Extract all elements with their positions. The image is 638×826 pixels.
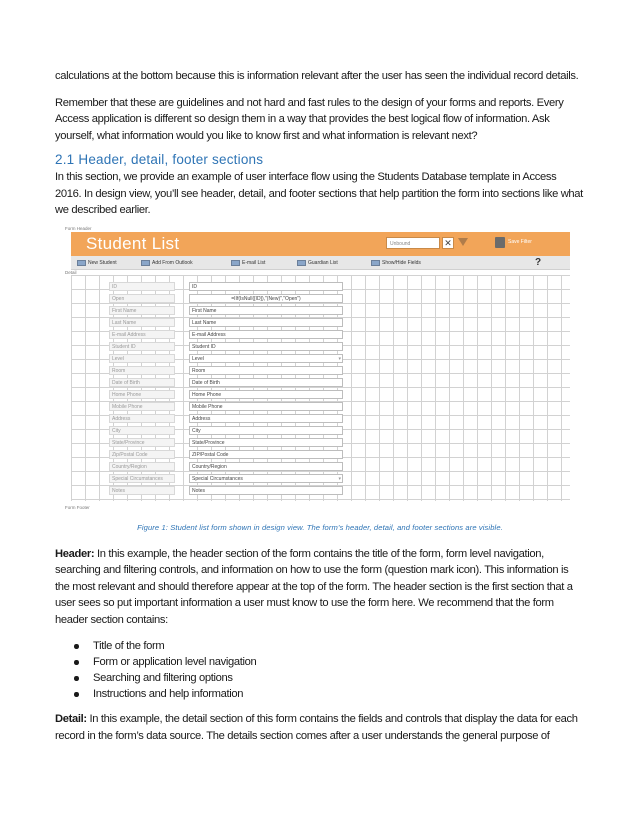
field-row: Zip/Postal Code ZIP/Postal Code — [109, 450, 419, 460]
list-item: Title of the form — [55, 638, 585, 654]
level-combo: Level ▾ — [189, 354, 343, 363]
field-row: Level Level ▾ — [109, 354, 419, 364]
field-row: Last Name Last Name — [109, 318, 419, 328]
field-row: First Name First Name — [109, 306, 419, 316]
header-contents-list — [55, 638, 585, 702]
detail-label: Detail: — [55, 713, 87, 725]
clear-search-icon: ✕ — [442, 237, 454, 249]
guardian-icon — [297, 260, 306, 266]
figure-caption: Figure 1: Student list form shown in design view. The form’s header, detail, and footer sections are visible. — [137, 522, 503, 532]
intro-paragraph: calculations at the bottom because this is information relevant after the user has seen the individual record details. — [55, 70, 579, 82]
field-row: ID ID — [109, 282, 419, 292]
form-title: Student List — [86, 233, 180, 253]
outlook-icon — [141, 260, 150, 266]
form-header-band — [71, 232, 570, 256]
dropdown-arrow-icon: ▾ — [338, 355, 341, 362]
form-design-screenshot — [63, 225, 570, 517]
field-row: Student ID Student ID — [109, 342, 419, 352]
section-title: Header, detail, footer sections — [78, 152, 264, 167]
search-box: Unbound — [386, 237, 440, 249]
field-row: State/Province State/Province — [109, 438, 419, 448]
add-from-outlook-button: Add From Outlook — [141, 259, 193, 267]
field-row: Address Address — [109, 414, 419, 424]
header-label: Header: — [55, 547, 95, 560]
list-item: Instructions and help information — [55, 686, 585, 702]
field-row: Date of Birth Date of Birth — [109, 378, 419, 388]
guidelines-paragraph: Remember that these are guidelines and not hard and fast rules to the design of your forms and reports. Every Access application is different so design them in a way that provides the best logical flow of information. Ask yourself, what information would you like to know first and what information is relevant next? — [55, 96, 564, 142]
field-row: Country/Region Country/Region — [109, 462, 419, 472]
list-item: Searching and filtering options — [55, 670, 585, 686]
document-page — [55, 68, 585, 744]
section-intro-paragraph: In this section, we provide an example of user interface flow using the Students Database template in Access 2016. In design view, you’ll see header, detail, and footer sections that help partition the form into sections like what we described earlier. — [55, 171, 583, 216]
field-row: Mobile Phone Mobile Phone — [109, 402, 419, 412]
field-row: Special Circumstances Special Circumstances ▾ — [109, 474, 419, 484]
special-circumstances-combo: Special Circumstances ▾ — [189, 474, 343, 483]
detail-grid — [71, 275, 570, 501]
field-row: E-mail Address E-mail Address — [109, 330, 419, 340]
fields-icon — [371, 260, 380, 266]
section-heading — [55, 152, 585, 167]
new-student-icon — [77, 260, 86, 266]
field-row: City City — [109, 426, 419, 436]
show-hide-fields-button: Show/Hide Fields — [371, 259, 421, 267]
field-row: Home Phone Home Phone — [109, 390, 419, 400]
form-toolbar — [71, 256, 570, 270]
email-icon — [231, 260, 240, 266]
save-icon — [495, 237, 505, 248]
field-row: Notes Notes — [109, 486, 419, 496]
header-paragraph: Header: In this example, the header section of the form contains the title of the form, form level navigation, searching and filtering controls, and information on how to use the form (question mark icon). This information is the most relevant and should therefore appear at the top of the form. The header section is the first section that a user sees so put important information a user must know to use the form here. We recommend that the form header section contains: — [55, 547, 573, 626]
form-footer-region-label: Form Footer — [65, 504, 90, 510]
list-item: Form or application level navigation — [55, 654, 585, 670]
form-header-region-label: Form Header — [65, 225, 92, 231]
detail-paragraph: Detail: In this example, the detail section of this form contains the fields and controls that display the data for each record in the form’s data source. The details section comes after a user understands the general purpose of — [55, 713, 578, 742]
save-filter-label: Save Filter — [508, 238, 532, 245]
filter-icon — [458, 238, 468, 246]
guardian-list-button: Guardian List — [297, 259, 338, 267]
section-number: 2.1 — [55, 152, 75, 167]
field-row: Open =IIf(IsNull([ID]),"(New)","Open") — [109, 294, 419, 304]
help-icon: ? — [535, 256, 542, 268]
email-list-button: E-mail List — [231, 259, 265, 267]
field-row: Room Room — [109, 366, 419, 376]
new-student-button: New Student — [77, 259, 117, 267]
detail-region-label: Detail — [65, 269, 77, 275]
dropdown-arrow-icon: ▾ — [338, 475, 341, 482]
